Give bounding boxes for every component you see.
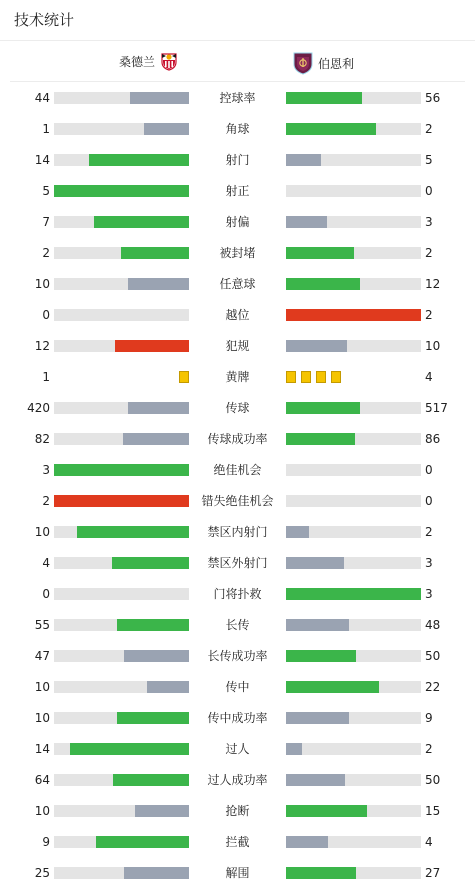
away-value: 10: [425, 339, 441, 353]
away-value: 5: [425, 153, 433, 167]
away-bar-fill: [286, 588, 421, 600]
away-value: 3: [425, 556, 433, 570]
stat-label: 长传: [225, 618, 250, 632]
home-value: 1: [42, 370, 50, 384]
away-bar-track: [286, 650, 421, 662]
stat-label: 射门: [225, 153, 250, 167]
home-bar-track: [54, 743, 189, 755]
stat-row: [0, 648, 475, 679]
home-bar-track: [54, 681, 189, 693]
home-bar-track: [54, 557, 189, 569]
away-bar-fill: [286, 526, 309, 538]
away-bar-fill: [286, 557, 344, 569]
stat-label: 绝佳机会: [213, 463, 262, 477]
away-bar-track: [286, 340, 421, 352]
section-title: 技术统计: [0, 0, 475, 41]
stat-row: [0, 400, 475, 431]
stat-row: [0, 617, 475, 648]
home-value: 1: [42, 122, 50, 136]
home-value: 10: [34, 680, 50, 694]
stat-label: 射偏: [225, 215, 250, 229]
home-bar-fill: [89, 154, 189, 166]
away-bar-track: [286, 836, 421, 848]
home-value: 44: [34, 91, 50, 105]
stat-label: 传球: [225, 401, 250, 415]
away-bar-track: [286, 712, 421, 724]
home-value: 82: [34, 432, 50, 446]
stat-row: [0, 586, 475, 617]
away-value: 50: [425, 773, 441, 787]
away-bar-fill: [286, 681, 379, 693]
stat-label: 长传成功率: [207, 649, 268, 663]
home-bar-track: [54, 836, 189, 848]
stat-label: 犯规: [225, 339, 250, 353]
teams-header: [10, 41, 465, 82]
away-bar-fill: [286, 340, 347, 352]
away-value: 2: [425, 122, 433, 136]
away-bar-fill: [286, 774, 345, 786]
stat-row: [0, 865, 475, 896]
home-team-name: 桑德兰: [118, 54, 155, 69]
home-bar-fill: [54, 464, 189, 476]
away-bar-fill: [286, 309, 421, 321]
away-value: 15: [425, 804, 441, 818]
away-value: 56: [425, 91, 441, 105]
home-bar-fill: [135, 805, 189, 817]
home-team[interactable]: [119, 51, 179, 71]
stat-label: 抢断: [225, 804, 250, 818]
home-bar-fill: [123, 433, 189, 445]
stat-row: [0, 493, 475, 524]
home-bar-fill: [124, 650, 189, 662]
away-bar-fill: [286, 154, 321, 166]
home-bar-track: [54, 185, 189, 197]
stat-label: 射正: [225, 184, 250, 198]
stat-label: 门将扑救: [213, 587, 262, 601]
away-value: 27: [425, 866, 441, 880]
home-value: 4: [42, 556, 50, 570]
stat-label: 禁区外射门: [207, 556, 268, 570]
away-bar-track: [286, 247, 421, 259]
home-bar-fill: [128, 402, 189, 414]
stat-row: [0, 307, 475, 338]
home-value: 10: [34, 277, 50, 291]
home-bar-track: [54, 805, 189, 817]
away-value: 12: [425, 277, 441, 291]
yellow-card-icon: [301, 371, 311, 383]
away-bar-track: [286, 123, 421, 135]
home-bar-track: [54, 712, 189, 724]
home-value: 55: [34, 618, 50, 632]
home-bar-fill: [121, 247, 189, 259]
away-bar-fill: [286, 743, 302, 755]
home-value: 2: [42, 246, 50, 260]
home-bar-fill: [117, 619, 189, 631]
stat-row: [0, 772, 475, 803]
away-bar-track: [286, 185, 421, 197]
away-value: 50: [425, 649, 441, 663]
home-bar-track: [54, 340, 189, 352]
stat-label: 越位: [225, 308, 250, 322]
away-value: 22: [425, 680, 441, 694]
stat-label: 错失绝佳机会: [201, 494, 274, 508]
away-bar-track: [286, 526, 421, 538]
away-value: 0: [425, 494, 433, 508]
stat-row: [0, 152, 475, 183]
home-value: 14: [34, 153, 50, 167]
away-bar-fill: [286, 836, 328, 848]
home-bar-track: [54, 433, 189, 445]
away-value: 2: [425, 525, 433, 539]
stat-label: 黄牌: [225, 370, 250, 384]
stat-label: 传中: [225, 680, 250, 694]
home-value: 7: [42, 215, 50, 229]
away-value: 9: [425, 711, 433, 725]
home-bar-track: [54, 867, 189, 879]
away-value: 4: [425, 835, 433, 849]
stat-row: [0, 710, 475, 741]
away-team[interactable]: [292, 51, 354, 75]
yellow-card-icon: [286, 371, 296, 383]
stat-row: [0, 555, 475, 586]
home-value: 25: [34, 866, 50, 880]
stat-label: 过人成功率: [207, 773, 268, 787]
home-value: 12: [34, 339, 50, 353]
stat-row: [0, 803, 475, 834]
away-team-name: 伯恩利: [318, 56, 355, 71]
away-bar-track: [286, 805, 421, 817]
away-value: 3: [425, 587, 433, 601]
away-bar-track: [286, 402, 421, 414]
stat-row: [0, 121, 475, 152]
home-bar-track: [54, 774, 189, 786]
home-bar-fill: [115, 340, 189, 352]
away-bar-track: [286, 588, 421, 600]
stat-label: 角球: [225, 122, 250, 136]
home-value: 420: [27, 401, 50, 415]
home-value: 5: [42, 184, 50, 198]
home-value: 2: [42, 494, 50, 508]
away-value: 4: [425, 370, 433, 384]
home-bar-track: [54, 154, 189, 166]
away-bar-track: [286, 867, 421, 879]
home-bar-fill: [117, 712, 189, 724]
home-bar-fill: [70, 743, 189, 755]
away-value: 3: [425, 215, 433, 229]
home-bar-fill: [124, 867, 189, 879]
home-bar-fill: [130, 92, 189, 104]
away-bar-fill: [286, 867, 356, 879]
away-bar-track: [286, 92, 421, 104]
away-bar-track: [286, 433, 421, 445]
home-value: 10: [34, 804, 50, 818]
away-bar-track: [286, 743, 421, 755]
away-value: 0: [425, 184, 433, 198]
stat-label: 传中成功率: [207, 711, 268, 725]
away-bar-track: [286, 774, 421, 786]
stat-row: [0, 462, 475, 493]
away-bar-track: [286, 619, 421, 631]
stat-label: 过人: [225, 742, 250, 756]
away-value: 2: [425, 308, 433, 322]
home-value: 3: [42, 463, 50, 477]
away-bar-track: [286, 278, 421, 290]
away-value: 517: [425, 401, 448, 415]
away-bar-track: [286, 464, 421, 476]
home-bar-track: [54, 216, 189, 228]
home-bar-track: [54, 309, 189, 321]
home-value: 64: [34, 773, 50, 787]
home-bar-track: [54, 495, 189, 507]
away-bar-fill: [286, 247, 354, 259]
stat-label: 任意球: [219, 277, 256, 291]
away-bar-fill: [286, 402, 360, 414]
away-bar-fill: [286, 619, 349, 631]
home-bar-track: [54, 588, 189, 600]
home-bar-track: [54, 402, 189, 414]
home-bar-track: [54, 464, 189, 476]
away-bar-track: [286, 309, 421, 321]
home-bar-fill: [112, 557, 189, 569]
away-bar-track: [286, 154, 421, 166]
away-value: 2: [425, 246, 433, 260]
away-bar-fill: [286, 712, 349, 724]
stat-label: 拦截: [225, 835, 250, 849]
away-value: 86: [425, 432, 441, 446]
home-value: 9: [42, 835, 50, 849]
away-bar-track: [286, 681, 421, 693]
sunderland-crest-icon: [159, 51, 179, 71]
home-value: 10: [34, 525, 50, 539]
stat-label: 被封堵: [219, 246, 256, 260]
away-value: 48: [425, 618, 441, 632]
yellow-card-icon: [331, 371, 341, 383]
stat-label: 传球成功率: [207, 432, 268, 446]
away-bar-track: [286, 557, 421, 569]
home-bar-fill: [54, 495, 189, 507]
home-bar-fill: [77, 526, 189, 538]
stat-row: [0, 183, 475, 214]
stat-row: [0, 431, 475, 462]
away-bar-track: [286, 495, 421, 507]
home-bar-track: [54, 247, 189, 259]
home-bar-fill: [54, 185, 189, 197]
home-value: 0: [42, 308, 50, 322]
stat-row: [0, 276, 475, 307]
home-bar-fill: [96, 836, 189, 848]
stat-row: [0, 524, 475, 555]
stat-row: [0, 741, 475, 772]
away-value: 2: [425, 742, 433, 756]
home-bar-fill: [94, 216, 189, 228]
home-bar-fill: [147, 681, 189, 693]
home-bar-fill: [128, 278, 189, 290]
stat-row: [0, 834, 475, 865]
stat-label: 禁区内射门: [207, 525, 268, 539]
stat-row: [0, 338, 475, 369]
home-bar-fill: [113, 774, 189, 786]
stat-row: [0, 679, 475, 710]
burnley-crest-icon: [292, 51, 314, 75]
stat-row: [0, 90, 475, 121]
yellow-card-icon: [179, 371, 189, 383]
home-yellow-cards: [174, 371, 189, 383]
yellow-card-icon: [316, 371, 326, 383]
home-value: 47: [34, 649, 50, 663]
home-value: 0: [42, 587, 50, 601]
stat-row: [0, 214, 475, 245]
away-yellow-cards: [286, 371, 346, 383]
home-bar-track: [54, 278, 189, 290]
away-bar-fill: [286, 433, 355, 445]
away-bar-fill: [286, 278, 360, 290]
away-bar-fill: [286, 92, 362, 104]
home-bar-track: [54, 619, 189, 631]
away-bar-fill: [286, 805, 367, 817]
home-bar-track: [54, 123, 189, 135]
stat-label: 解围: [225, 866, 250, 880]
stat-row: [0, 245, 475, 276]
stat-label: 控球率: [219, 91, 256, 105]
away-value: 0: [425, 463, 433, 477]
away-bar-fill: [286, 650, 356, 662]
home-bar-fill: [144, 123, 189, 135]
away-bar-fill: [286, 216, 327, 228]
home-value: 10: [34, 711, 50, 725]
home-bar-track: [54, 526, 189, 538]
home-bar-track: [54, 650, 189, 662]
away-bar-fill: [286, 123, 376, 135]
home-bar-track: [54, 92, 189, 104]
stat-row: [0, 369, 475, 400]
home-value: 14: [34, 742, 50, 756]
away-bar-track: [286, 216, 421, 228]
